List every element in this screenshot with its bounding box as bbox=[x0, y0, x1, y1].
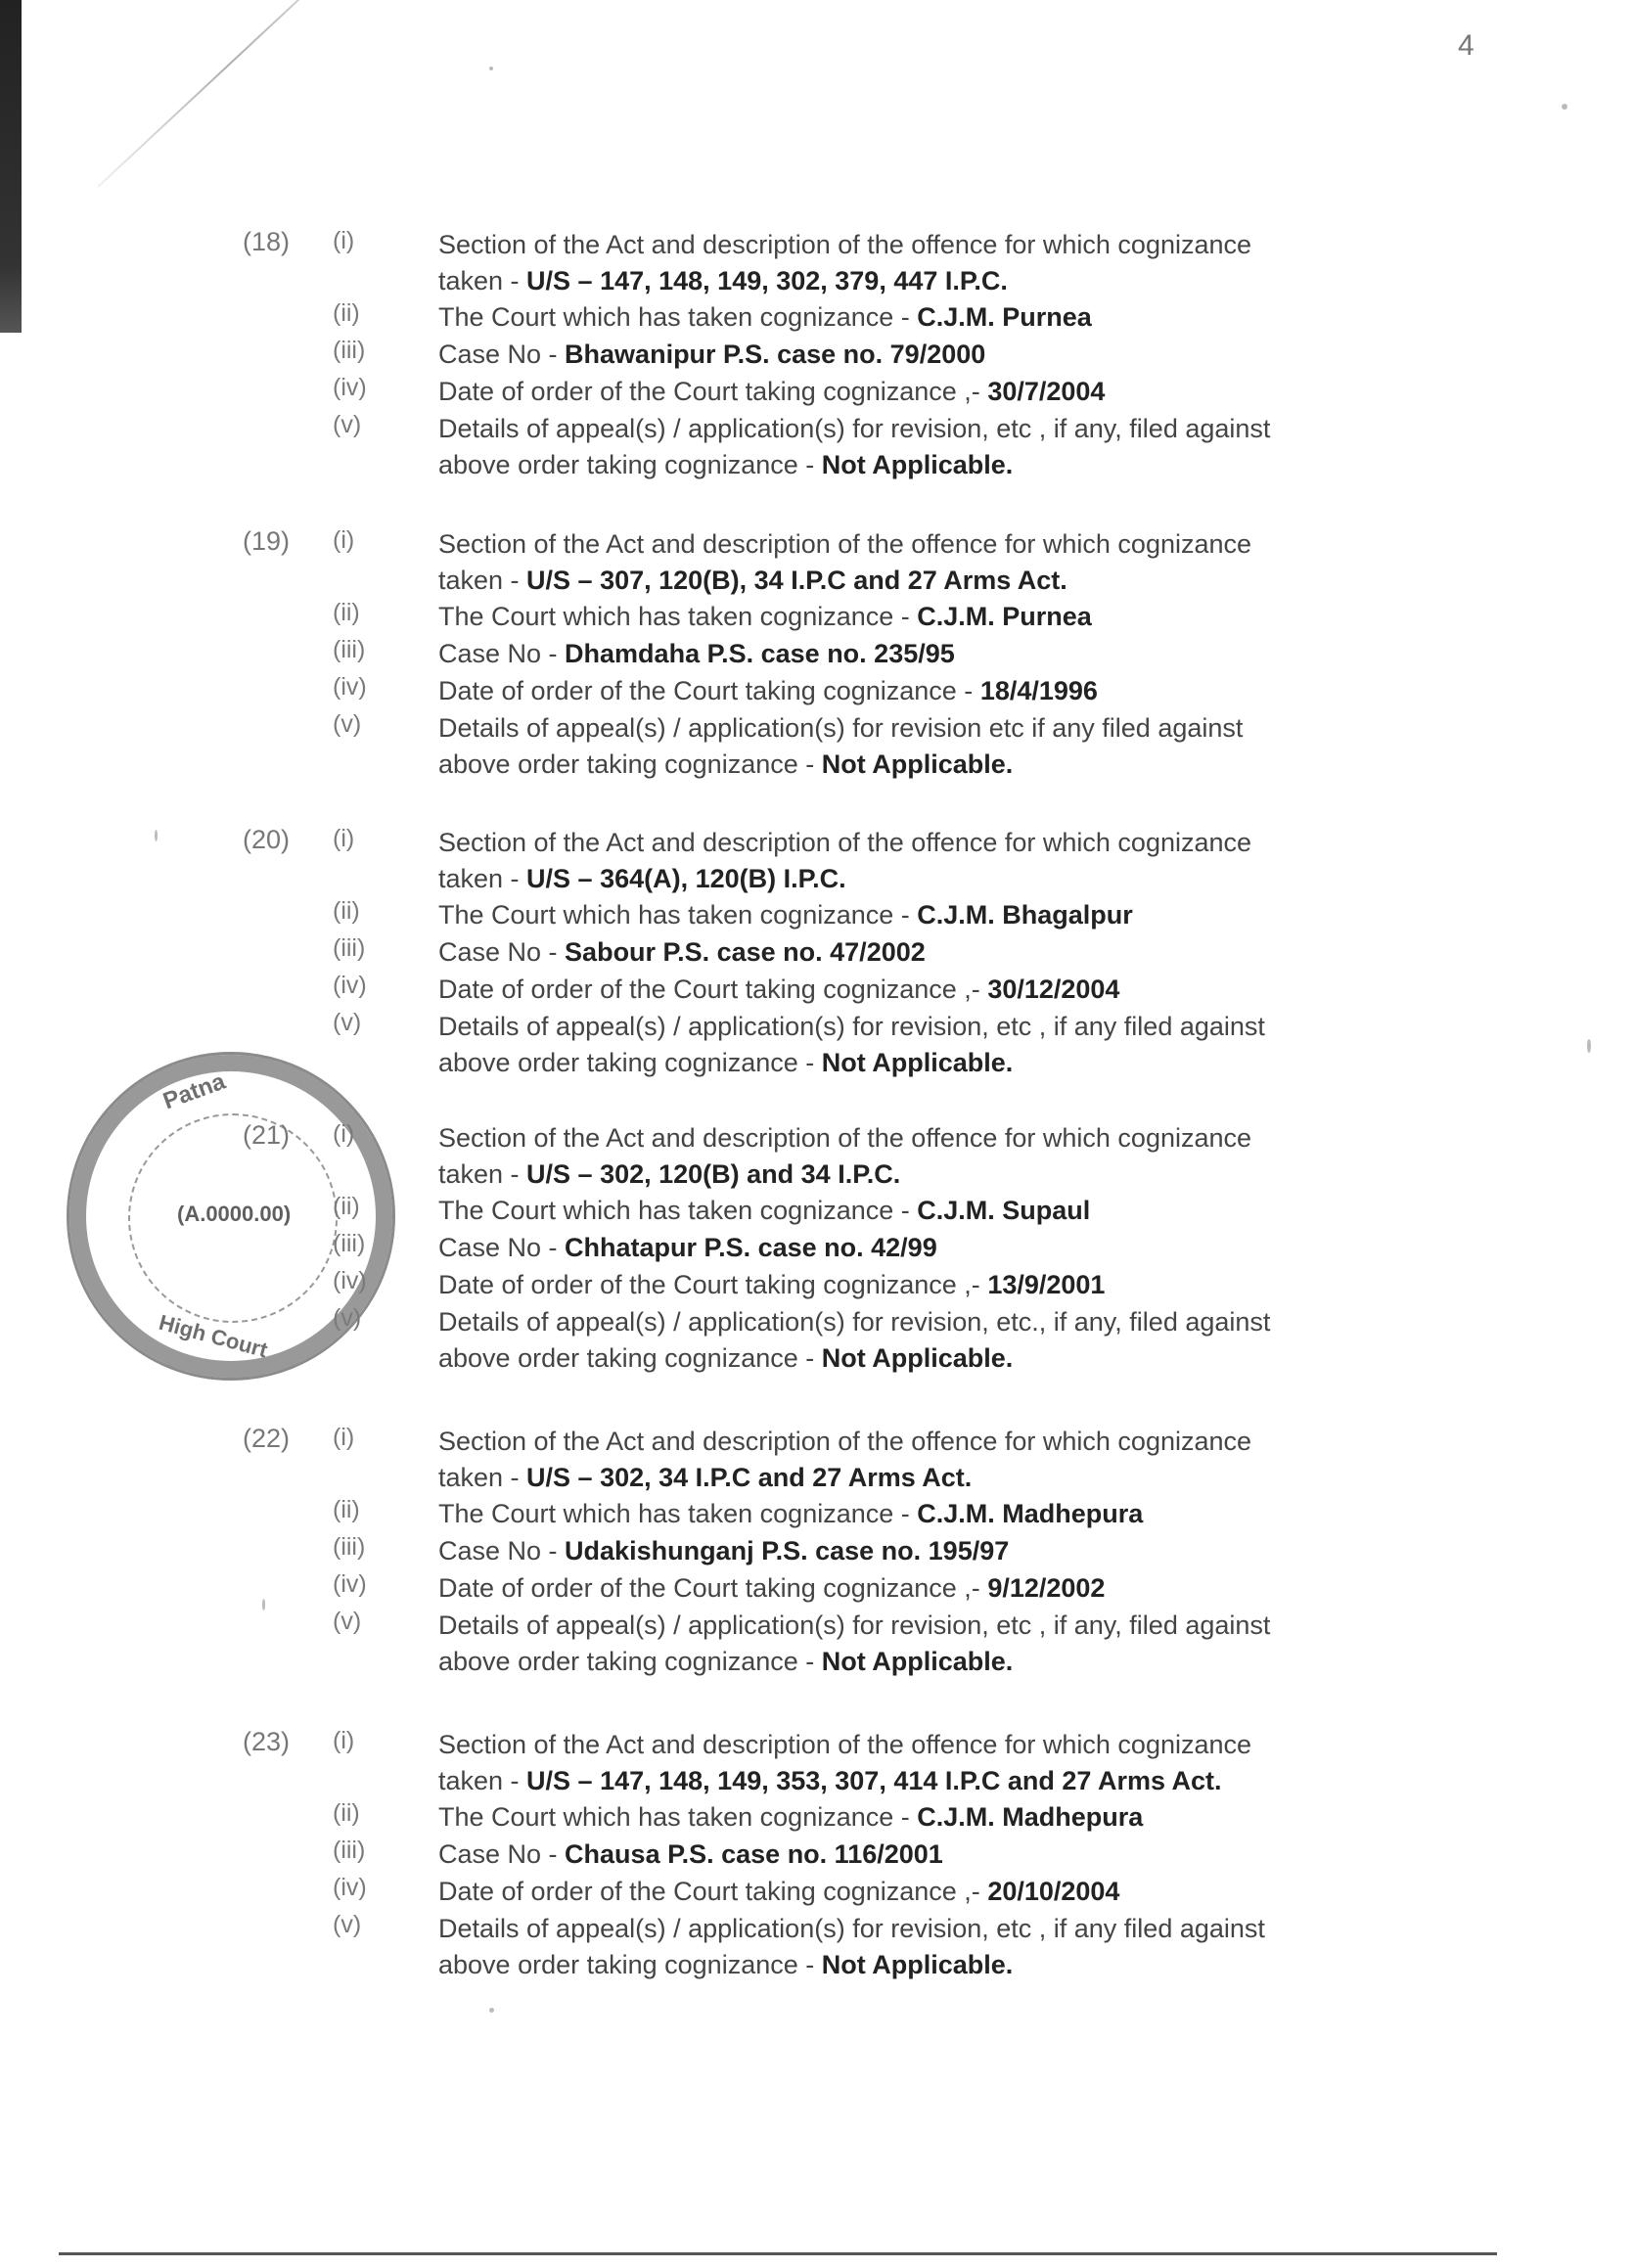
item-text-line bbox=[438, 747, 1013, 783]
item-text-line bbox=[438, 227, 1251, 263]
item-text-plain: Section of the Act and description of the offence for which cognizance bbox=[438, 1123, 1252, 1153]
item-text-line bbox=[438, 1120, 1251, 1157]
item-text-bold: C.J.M. Purnea bbox=[917, 602, 1092, 631]
item-text-line bbox=[438, 1947, 1013, 1983]
item-roman-numeral: (iv) bbox=[333, 673, 367, 701]
scan-speck bbox=[155, 830, 158, 841]
item-text-plain: Date of order of the Court taking cognizance ,- bbox=[438, 1573, 988, 1603]
item-text-plain: Case No - bbox=[438, 1839, 566, 1869]
item-roman-numeral: (i) bbox=[333, 1727, 355, 1754]
item-text-line bbox=[438, 673, 1098, 709]
item-roman-numeral: (v) bbox=[333, 411, 362, 438]
item-text-bold: U/S – 302, 34 I.P.C and 27 Arms Act. bbox=[526, 1463, 973, 1492]
item-text-plain: above order taking cognizance - bbox=[438, 1048, 822, 1077]
item-text-plain: The Court which has taken cognizance - bbox=[438, 900, 918, 930]
item-text-line bbox=[438, 1496, 1143, 1532]
item-text-bold: Bhawanipur P.S. case no. 79/2000 bbox=[565, 340, 986, 369]
item-roman-numeral: (iv) bbox=[333, 1874, 367, 1901]
item-text-bold: U/S – 364(A), 120(B) I.P.C. bbox=[526, 864, 846, 893]
item-text-line bbox=[438, 526, 1251, 563]
item-text-line bbox=[438, 1193, 1090, 1229]
page-number: 4 bbox=[1458, 29, 1475, 62]
item-roman-numeral: (v) bbox=[333, 1304, 362, 1332]
item-roman-numeral: (ii) bbox=[333, 1799, 360, 1827]
item-text-line bbox=[438, 1460, 972, 1496]
page-bottom-rule bbox=[59, 2252, 1497, 2255]
item-text-bold: 30/12/2004 bbox=[987, 975, 1120, 1004]
item-text-bold: Not Applicable. bbox=[821, 1950, 1014, 1979]
item-roman-numeral: (v) bbox=[333, 1911, 362, 1938]
item-text-line bbox=[438, 411, 1270, 447]
item-text-plain: above order taking cognizance - bbox=[438, 749, 822, 779]
item-text-line bbox=[438, 299, 1092, 336]
item-text-plain: Details of appeal(s) / application(s) for revision, etc , if any filed against bbox=[438, 1012, 1265, 1041]
item-text-line bbox=[438, 263, 1008, 299]
item-text-bold: U/S – 302, 120(B) and 34 I.P.C. bbox=[526, 1159, 901, 1189]
item-text-plain: The Court which has taken cognizance - bbox=[438, 1802, 918, 1832]
item-text-plain: taken - bbox=[438, 1463, 527, 1492]
item-text-plain: Case No - bbox=[438, 937, 566, 967]
item-text-line bbox=[438, 1727, 1251, 1763]
item-text-line bbox=[438, 897, 1133, 933]
item-text-plain: Details of appeal(s) / application(s) for revision, etc , if any, filed against bbox=[438, 414, 1271, 443]
item-text-plain: above order taking cognizance - bbox=[438, 450, 822, 479]
seal-date-text: (A.0000.00) bbox=[177, 1202, 292, 1226]
item-text-bold: 30/7/2004 bbox=[987, 377, 1106, 406]
item-text-line bbox=[438, 1424, 1251, 1460]
item-text-bold: Chausa P.S. case no. 116/2001 bbox=[565, 1839, 943, 1869]
seal-top-text: Patna bbox=[159, 1067, 229, 1115]
item-text-plain: Section of the Act and description of the offence for which cognizance bbox=[438, 1730, 1252, 1759]
item-text-line bbox=[438, 934, 926, 971]
item-text-plain: above order taking cognizance - bbox=[438, 1343, 822, 1373]
item-roman-numeral: (iv) bbox=[333, 972, 367, 999]
item-text-bold: U/S – 147, 148, 149, 302, 379, 447 I.P.C. bbox=[526, 266, 1008, 295]
item-text-bold: U/S – 147, 148, 149, 353, 307, 414 I.P.C and 27 Arms Act. bbox=[526, 1766, 1222, 1795]
item-text-line bbox=[438, 825, 1251, 861]
entry-number: (18) bbox=[243, 227, 291, 256]
entry-number: (23) bbox=[243, 1727, 291, 1756]
item-text-line bbox=[438, 636, 955, 672]
item-roman-numeral: (ii) bbox=[333, 599, 360, 626]
item-text-bold: Not Applicable. bbox=[821, 1343, 1014, 1373]
item-text-bold: Chhatapur P.S. case no. 42/99 bbox=[565, 1233, 937, 1262]
item-text-line bbox=[438, 563, 1067, 599]
scan-speck bbox=[489, 67, 493, 70]
scan-edge-shadow bbox=[0, 0, 22, 333]
item-text-plain: The Court which has taken cognizance - bbox=[438, 1196, 918, 1225]
item-roman-numeral: (iv) bbox=[333, 374, 367, 401]
item-roman-numeral: (i) bbox=[333, 526, 355, 554]
item-text-line bbox=[438, 1570, 1105, 1607]
item-text-line bbox=[438, 1230, 937, 1266]
item-text-plain: Case No - bbox=[438, 1536, 566, 1565]
item-text-bold: Not Applicable. bbox=[821, 450, 1014, 479]
item-roman-numeral: (iii) bbox=[333, 636, 366, 663]
item-text-bold: Not Applicable. bbox=[821, 749, 1014, 779]
item-text-line bbox=[438, 1267, 1105, 1303]
item-text-line bbox=[438, 1837, 943, 1873]
item-text-line bbox=[438, 1608, 1270, 1644]
item-text-plain: above order taking cognizance - bbox=[438, 1647, 822, 1676]
item-text-bold: C.J.M. Purnea bbox=[917, 302, 1092, 332]
item-text-plain: Section of the Act and description of the offence for which cognizance bbox=[438, 529, 1252, 559]
item-text-bold: Udakishunganj P.S. case no. 195/97 bbox=[565, 1536, 1010, 1565]
item-text-plain: Details of appeal(s) / application(s) for revision etc if any filed against bbox=[438, 713, 1244, 743]
item-text-plain: above order taking cognizance - bbox=[438, 1950, 822, 1979]
entry-number: (19) bbox=[243, 526, 291, 556]
item-text-plain: The Court which has taken cognizance - bbox=[438, 1499, 918, 1528]
item-text-plain: Details of appeal(s) / application(s) for revision, etc , if any, filed against bbox=[438, 1610, 1271, 1640]
entry-number: (21) bbox=[243, 1120, 291, 1150]
item-text-line bbox=[438, 374, 1105, 410]
item-roman-numeral: (v) bbox=[333, 1608, 362, 1635]
scan-speck bbox=[489, 2008, 494, 2013]
entry-number: (22) bbox=[243, 1424, 291, 1453]
item-text-bold: U/S – 307, 120(B), 34 I.P.C and 27 Arms Act. bbox=[526, 566, 1067, 595]
scan-speck bbox=[262, 1599, 265, 1610]
item-text-plain: Case No - bbox=[438, 639, 566, 668]
item-text-bold: 18/4/1996 bbox=[979, 676, 1098, 705]
item-text-plain: taken - bbox=[438, 266, 527, 295]
item-roman-numeral: (iv) bbox=[333, 1570, 367, 1598]
item-text-line bbox=[438, 1911, 1265, 1947]
item-text-line bbox=[438, 1157, 900, 1193]
item-text-line bbox=[438, 337, 985, 373]
item-text-line bbox=[438, 861, 846, 897]
item-text-plain: Section of the Act and description of the offence for which cognizance bbox=[438, 230, 1252, 259]
item-text-plain: Date of order of the Court taking cognizance - bbox=[438, 676, 980, 705]
item-text-bold: Not Applicable. bbox=[821, 1048, 1014, 1077]
item-text-plain: Section of the Act and description of the offence for which cognizance bbox=[438, 828, 1252, 857]
item-text-bold: 9/12/2002 bbox=[987, 1573, 1106, 1603]
item-roman-numeral: (iii) bbox=[333, 337, 366, 364]
item-text-plain: Case No - bbox=[438, 340, 566, 369]
item-text-bold: Dhamdaha P.S. case no. 235/95 bbox=[565, 639, 955, 668]
item-text-plain: Section of the Act and description of the offence for which cognizance bbox=[438, 1427, 1252, 1456]
item-text-bold: C.J.M. Bhagalpur bbox=[917, 900, 1133, 930]
item-roman-numeral: (ii) bbox=[333, 1193, 360, 1220]
item-roman-numeral: (iii) bbox=[333, 1837, 366, 1864]
item-roman-numeral: (i) bbox=[333, 1424, 355, 1451]
item-text-bold: C.J.M. Supaul bbox=[917, 1196, 1091, 1225]
item-text-plain: taken - bbox=[438, 864, 527, 893]
item-text-line bbox=[438, 599, 1092, 635]
item-roman-numeral: (ii) bbox=[333, 897, 360, 925]
item-roman-numeral: (iii) bbox=[333, 934, 366, 962]
item-text-plain: Date of order of the Court taking cognizance ,- bbox=[438, 975, 988, 1004]
item-text-line bbox=[438, 447, 1013, 483]
item-text-plain: Case No - bbox=[438, 1233, 566, 1262]
item-text-bold: C.J.M. Madhepura bbox=[917, 1499, 1144, 1528]
item-text-line bbox=[438, 1533, 1009, 1569]
item-text-plain: taken - bbox=[438, 1159, 527, 1189]
item-text-plain: The Court which has taken cognizance - bbox=[438, 602, 918, 631]
item-text-bold: 13/9/2001 bbox=[987, 1270, 1106, 1299]
item-text-line bbox=[438, 972, 1119, 1008]
item-text-plain: Details of appeal(s) / application(s) for revision, etc., if any, filed against bbox=[438, 1307, 1271, 1337]
item-text-plain: Date of order of the Court taking cognizance ,- bbox=[438, 1877, 988, 1906]
item-text-bold: 20/10/2004 bbox=[987, 1877, 1120, 1906]
scan-speck bbox=[1587, 1039, 1591, 1053]
item-roman-numeral: (i) bbox=[333, 227, 355, 254]
item-roman-numeral: (v) bbox=[333, 1009, 362, 1036]
scan-speck bbox=[1562, 104, 1567, 110]
item-text-plain: taken - bbox=[438, 1766, 527, 1795]
seal-bottom-text: High Court bbox=[156, 1309, 271, 1363]
item-roman-numeral: (iii) bbox=[333, 1533, 366, 1561]
item-roman-numeral: (iv) bbox=[333, 1267, 367, 1294]
item-text-line bbox=[438, 1045, 1013, 1081]
item-text-line bbox=[438, 1874, 1119, 1910]
item-roman-numeral: (iii) bbox=[333, 1230, 366, 1257]
item-text-line bbox=[438, 1644, 1013, 1680]
item-roman-numeral: (ii) bbox=[333, 299, 360, 327]
entry-number: (20) bbox=[243, 825, 291, 854]
item-text-plain: taken - bbox=[438, 566, 527, 595]
item-text-bold: C.J.M. Madhepura bbox=[917, 1802, 1144, 1832]
item-text-line bbox=[438, 1304, 1270, 1340]
item-text-line bbox=[438, 710, 1243, 747]
item-roman-numeral: (i) bbox=[333, 825, 355, 852]
item-text-bold: Sabour P.S. case no. 47/2002 bbox=[565, 937, 926, 967]
scan-fold-line bbox=[97, 0, 363, 188]
item-text-bold: Not Applicable. bbox=[821, 1647, 1014, 1676]
item-text-line bbox=[438, 1340, 1013, 1377]
item-text-line bbox=[438, 1799, 1143, 1836]
item-roman-numeral: (i) bbox=[333, 1120, 355, 1148]
item-text-plain: The Court which has taken cognizance - bbox=[438, 302, 918, 332]
item-text-line bbox=[438, 1009, 1265, 1045]
item-text-plain: Date of order of the Court taking cognizance ,- bbox=[438, 1270, 988, 1299]
item-text-plain: Details of appeal(s) / application(s) for revision, etc , if any filed against bbox=[438, 1914, 1265, 1943]
item-text-plain: Date of order of the Court taking cognizance ,- bbox=[438, 377, 988, 406]
item-roman-numeral: (ii) bbox=[333, 1496, 360, 1523]
item-roman-numeral: (v) bbox=[333, 710, 362, 738]
item-text-line bbox=[438, 1763, 1221, 1799]
